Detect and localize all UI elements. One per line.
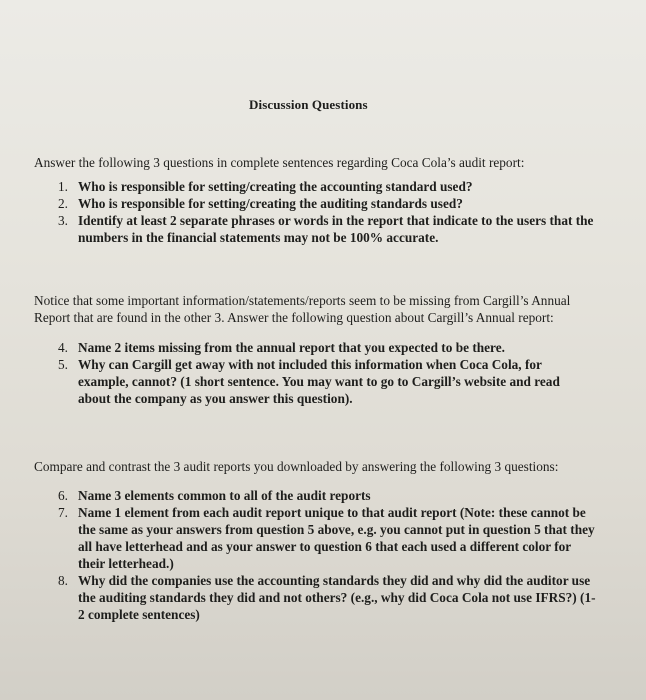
question-item: [58, 195, 596, 212]
question-text: Who is responsible for setting/creating the accounting standard used?: [78, 179, 473, 194]
section-coca-cola: [34, 154, 594, 246]
section-intro: Notice that some important information/statements/reports seem to be missing from Cargill’s Annual Report that are found in the other 3. Answer the following question about Cargill’s Annual report:: [34, 293, 571, 325]
question-number: 4.: [58, 340, 68, 355]
question-list: [58, 487, 596, 623]
question-list: [58, 178, 596, 246]
question-item: [58, 572, 596, 623]
question-text: Identify at least 2 separate phrases or words in the report that indicate to the users that the numbers in the financial statements may not be 100% accurate.: [78, 213, 594, 245]
question-item: [58, 356, 578, 407]
question-text: Name 2 items missing from the annual report that you expected to be there.: [78, 340, 505, 355]
question-number: 3.: [58, 213, 68, 228]
question-number: 8.: [58, 573, 68, 588]
section-intro: Compare and contrast the 3 audit reports you downloaded by answering the following 3 questions:: [34, 459, 559, 474]
page-title: Discussion Questions: [249, 97, 368, 112]
question-item: [58, 487, 596, 504]
question-item: [58, 339, 578, 356]
section-compare-audit-reports: [34, 458, 594, 623]
question-text: Why did the companies use the accounting standards they did and why did the auditor use the auditing standards they did and not others? (e.g., why did Coca Cola not use IFRS?) (1-2 complete sentences): [78, 573, 596, 622]
question-text: Name 1 element from each audit report unique to that audit report (Note: these cannot be the same as your answers from question 5 above, e.g. you cannot put in question 5 that they all have letterhead and as your answer to question 6 that each used a different color for their letterhead.): [78, 505, 595, 571]
question-list: [58, 339, 578, 407]
question-text: Name 3 elements common to all of the audit reports: [78, 488, 371, 503]
section-intro: Answer the following 3 questions in complete sentences regarding Coca Cola’s audit report:: [34, 155, 525, 170]
question-number: 7.: [58, 505, 68, 520]
question-item: [58, 178, 596, 195]
question-number: 6.: [58, 488, 68, 503]
question-number: 1.: [58, 179, 68, 194]
question-number: 5.: [58, 357, 68, 372]
question-item: [58, 212, 596, 246]
section-cargill: [34, 292, 574, 407]
question-item: [58, 504, 596, 572]
question-text: Why can Cargill get away with not included this information when Coca Cola, for example, cannot? (1 short sentence. You may want to go to Cargill’s website and read about the company as you answer this question).: [78, 357, 560, 406]
question-number: 2.: [58, 196, 68, 211]
question-text: Who is responsible for setting/creating the auditing standards used?: [78, 196, 463, 211]
